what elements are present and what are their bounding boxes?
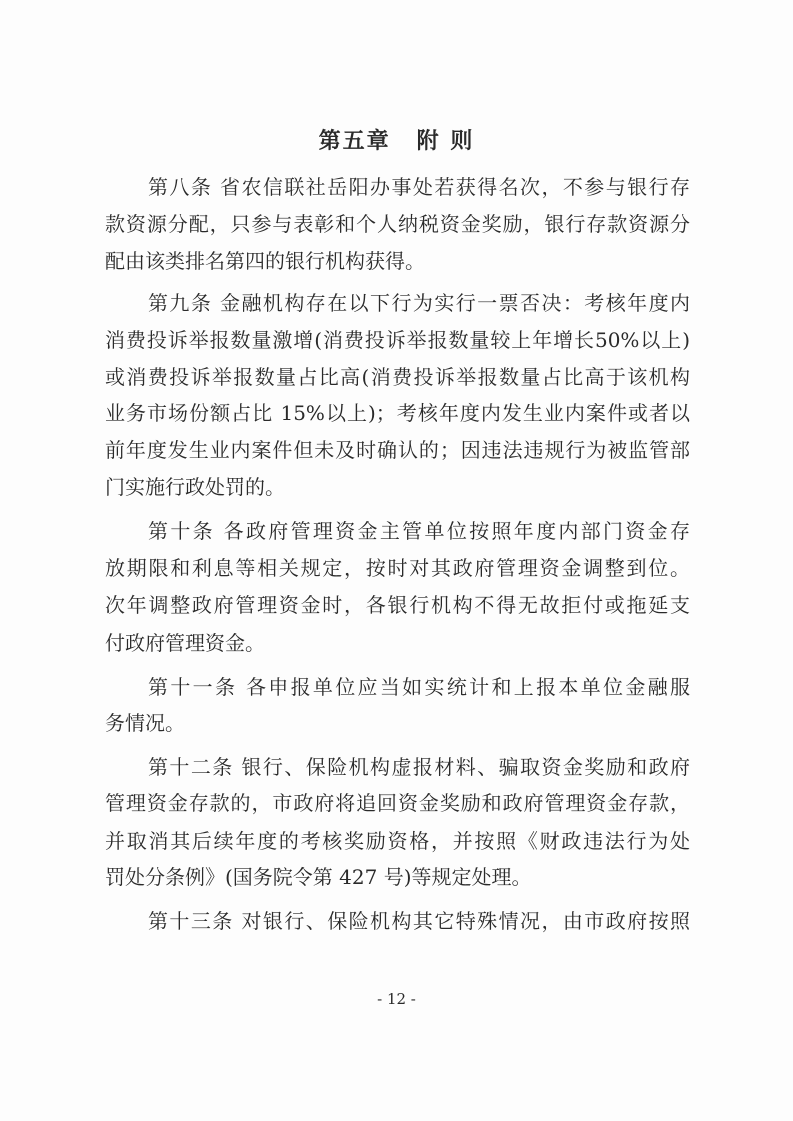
article-heading-line: 第十条 各政府管理资金主管单位按照年度内部门资金存 xyxy=(148,519,690,543)
paragraph-line: 或消费投诉举报数量占比高(消费投诉举报数量占比高于该机构 xyxy=(105,365,690,389)
article-heading-line: 第十二条 银行、保险机构虚报材料、骗取资金奖励和政府 xyxy=(148,755,690,779)
paragraph-line: 次年调整政府管理资金时，各银行机构不得无故拒付或拖延支 xyxy=(105,593,690,617)
paragraph-line: 罚处分条例》(国务院令第 427 号)等规定处理。 xyxy=(105,865,532,889)
article-heading-line: 第九条 金融机构存在以下行为实行一票否决：考核年度内 xyxy=(148,291,690,315)
chapter-name: 附 则 xyxy=(416,128,475,154)
article-heading-line: 第八条 省农信联社岳阳办事处若获得名次，不参与银行存 xyxy=(148,175,690,199)
paragraph-line: 消费投诉举报数量激增(消费投诉举报数量较上年增长50%以上) xyxy=(105,328,690,352)
paragraph-line: 并取消其后续年度的考核奖励资格，并按照《财政违法行为处 xyxy=(105,829,690,853)
paragraph-line: 款资源分配，只参与表彰和个人纳税资金奖励，银行存款资源分 xyxy=(105,212,690,236)
paragraph-line: 前年度发生业内案件但未及时确认的；因违法违规行为被监管部 xyxy=(105,438,690,462)
article-heading-line: 第十一条 各申报单位应当如实统计和上报本单位金融服 xyxy=(148,675,690,699)
chapter-number: 第五章 xyxy=(318,128,391,154)
paragraph-line: 门实施行政处罚的。 xyxy=(105,475,285,499)
paragraph-line: 管理资金存款的，市政府将追回资金奖励和政府管理资金存款， xyxy=(105,791,690,815)
paragraph-line: 务情况。 xyxy=(105,711,185,735)
paragraph-line: 配由该类排名第四的银行机构获得。 xyxy=(105,249,425,273)
paragraph-line: 放期限和利息等相关规定，按时对其政府管理资金调整到位。 xyxy=(105,556,690,580)
paragraph-line: 付政府管理资金。 xyxy=(105,631,265,655)
page-number: - 12 - xyxy=(377,990,416,1008)
article-heading-line: 第十三条 对银行、保险机构其它特殊情况，由市政府按照 xyxy=(148,909,690,933)
chapter-title xyxy=(0,124,793,155)
paragraph-line: 业务市场份额占比 15%以上)；考核年度内发生业内案件或者以 xyxy=(105,401,690,425)
